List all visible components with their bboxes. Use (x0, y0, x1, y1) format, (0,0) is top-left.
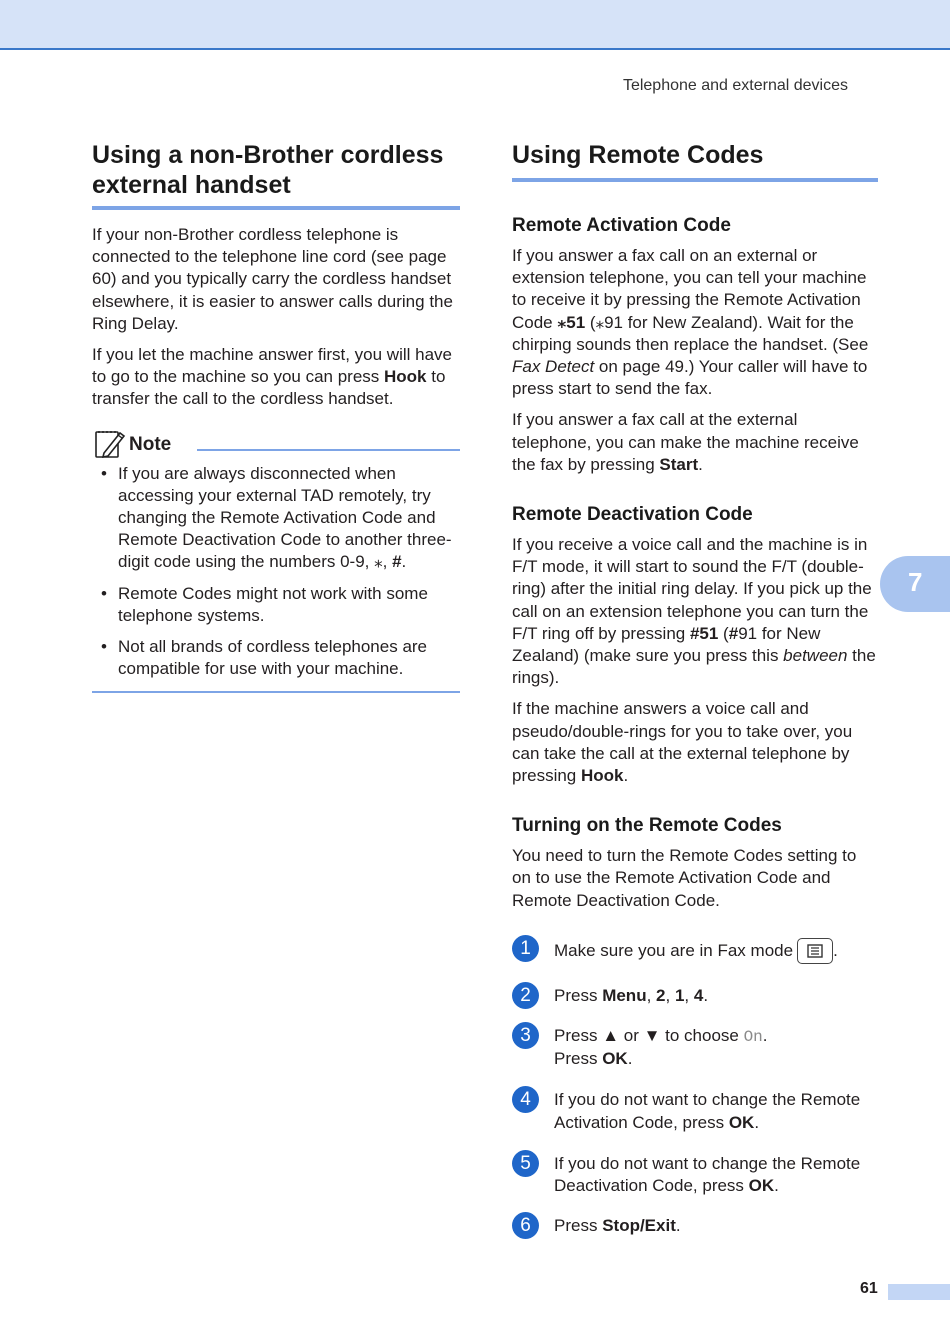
title-line-1: Using a non-Brother cordless (92, 141, 444, 169)
step-number: 1 (512, 935, 539, 962)
step-number: 3 (512, 1022, 539, 1049)
lcd-option-on: On (743, 1028, 763, 1047)
paragraph-deactivation-1: If you receive a voice call and the machine is in F/T mode, it will start to sound the F/T (double-ring) after the initial ring delay. If you pick up the call on an extension telephone you can turn the F/T ring off by pressing #51 (#91 for New Zealand) (make sure you press this between the rings). (512, 535, 876, 688)
note-rule (197, 449, 460, 451)
title-line-2: external handset (92, 171, 291, 199)
up-arrow-icon: ▲ (602, 1026, 620, 1046)
fax-mode-key-icon (797, 938, 833, 964)
paragraph-activation-1: If you answer a fax call on an external or extension telephone, you can tell your machine to receive it by pressing the Remote Activation Code ⁎51 (⁎91 for New Zealand). Wait for the chirping sounds then replace the handset. (See Fax Detect on page 49.) Your caller will have to press start to send the fax. (512, 246, 869, 399)
page-number-bar (888, 1284, 950, 1300)
section-title-cordless (92, 140, 460, 200)
section-title-remote-codes: Using Remote Codes (512, 141, 764, 169)
down-arrow-icon: ▼ (643, 1026, 661, 1046)
step-1: 1 Make sure you are in Fax mode . (512, 938, 878, 964)
hook-key-label: Hook (384, 367, 427, 387)
paragraph-answer-first: If you let the machine answer first, you will have to go to the machine so you can press Hook to transfer the call to the cordless handset. (92, 345, 452, 409)
note-bullet-1: • If you are always disconnected when accessing your external TAD remotely, try changing the Remote Activation Code and Remote Deactivation Code to another three-digit code using the numbers 0-9, ⁎, #. (101, 463, 452, 572)
bullet-dot: • (101, 583, 107, 603)
top-header-band (0, 0, 950, 50)
note-bullet-3: • Not all brands of cordless telephones are compatible for use with your machine. (101, 637, 428, 679)
paragraph-activation-2: If you answer a fax call at the external telephone, you can make the machine receive the fax by pressing Start. (512, 410, 859, 474)
step-5: 5 If you do not want to change the Remote Deactivation Code, press OK. (512, 1153, 878, 1197)
step-number: 2 (512, 982, 539, 1009)
heading-turning-on: Turning on the Remote Codes (512, 815, 782, 837)
step-4: 4 If you do not want to change the Remote Activation Code, press OK. (512, 1089, 878, 1133)
step-3: 3 Press ▲ or ▼ to choose On. Press OK. (512, 1025, 878, 1070)
paragraph-turning-on: You need to turn the Remote Codes setting to on to use the Remote Activation Code and Remote Deactivation Code. (512, 846, 857, 910)
paragraph-deactivation-2: If the machine answers a voice call and pseudo/double-rings for you to take over, you can take the call at the external telephone by pressing Hook. (512, 699, 853, 786)
chapter-tab (880, 556, 950, 612)
note-header (92, 429, 460, 463)
title-underline (512, 178, 878, 182)
step-2: 2 Press Menu, 2, 1, 4. (512, 985, 878, 1007)
page-number: 61 (860, 1280, 878, 1297)
bullet-dot: • (101, 637, 107, 657)
note-bottom-rule (92, 691, 460, 693)
paragraph-cordless-intro: If your non-Brother cordless telephone is connected to the telephone line cord (see page 60) and you typically carry the cordless handset elsewhere, it is easier to answer calls during the Ring Delay. (92, 225, 453, 333)
note-label: Note (129, 433, 172, 455)
running-header-title: Telephone and external devices (622, 77, 848, 94)
step-number: 6 (512, 1212, 539, 1239)
note-pencil-icon (94, 429, 126, 459)
title-underline (92, 206, 460, 210)
heading-remote-deactivation: Remote Deactivation Code (512, 504, 753, 526)
note-bullet-2: • Remote Codes might not work with some telephone systems. (101, 583, 428, 625)
bullet-dot: • (101, 463, 107, 483)
right-column (512, 140, 878, 1238)
heading-remote-activation: Remote Activation Code (512, 215, 731, 236)
step-number: 5 (512, 1150, 539, 1177)
step-number: 4 (512, 1086, 539, 1113)
chapter-number: 7 (908, 567, 923, 597)
step-6: 6 Press Stop/Exit. (512, 1215, 878, 1237)
left-column (92, 140, 460, 693)
